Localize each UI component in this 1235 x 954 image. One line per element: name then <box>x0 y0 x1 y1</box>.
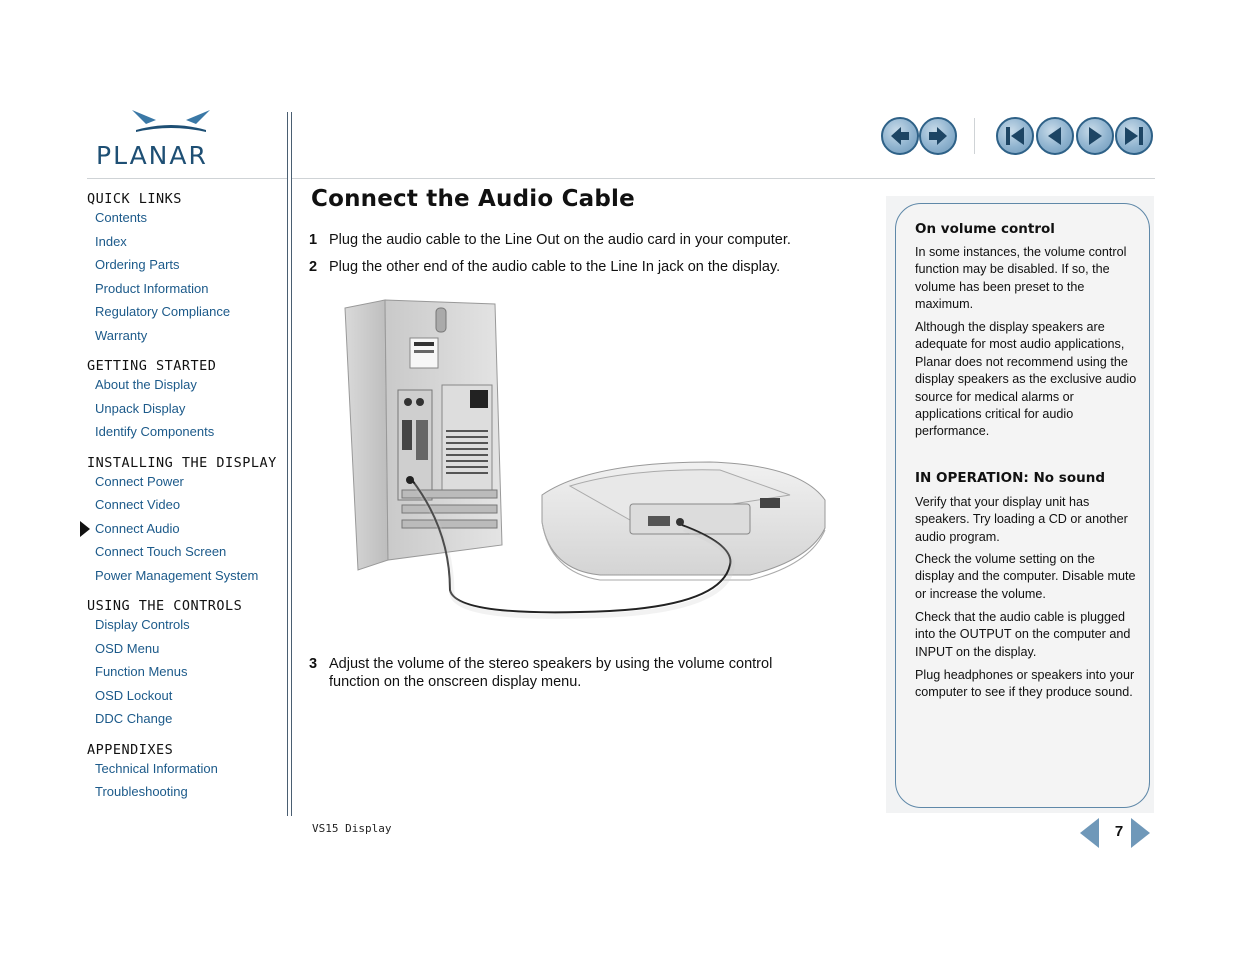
nav-section-appendixes: APPENDIXES <box>87 741 174 758</box>
step-text: Adjust the volume of the stereo speakers by using the volume control function on the onscreen display menu. <box>329 656 773 690</box>
no-sound-paragraph-4: Plug headphones or speakers into your computer to see if they produce sound. <box>915 668 1135 700</box>
nav-item-power-management[interactable]: Power Management System <box>95 567 259 583</box>
first-page-icon <box>998 119 1032 153</box>
next-page-icon <box>1078 119 1112 153</box>
forward-button[interactable] <box>919 117 957 155</box>
no-sound-paragraph-1: Verify that your display unit has speakers. Try loading a CD or another audio program. <box>915 495 1128 544</box>
nav-item-connect-touch-screen[interactable]: Connect Touch Screen <box>95 544 227 559</box>
nav-section-controls: USING THE CONTROLS <box>87 598 243 614</box>
planar-logo <box>96 108 251 168</box>
nav-section-quick-links: QUICK LINKS <box>87 191 182 207</box>
nav-item-technical-information[interactable]: Technical Information <box>95 760 218 776</box>
nav-item-product-information[interactable]: Product Information <box>95 280 209 296</box>
volume-control-paragraph-2: Although the display speakers are adequate for most audio applications, Planar does not recommend using the display speakers as the exclusive audio source for medical alarms or applications critical for audio performance. <box>915 320 1137 439</box>
header-divider-left <box>87 178 287 179</box>
page-previous-icon[interactable] <box>1080 818 1099 848</box>
nav-section-installing: INSTALLING THE DISPLAY <box>87 454 277 471</box>
nav-item-connect-video[interactable]: Connect Video <box>95 497 181 512</box>
nav-item-index[interactable]: Index <box>95 233 127 249</box>
previous-page-icon <box>1038 119 1072 153</box>
step-number: 2 <box>309 259 318 275</box>
sidebar-divider <box>287 112 292 816</box>
back-arrow-icon <box>883 119 917 153</box>
no-sound-paragraph-3: Check that the audio cable is plugged into the OUTPUT on the computer and INPUT on the display. <box>915 610 1131 659</box>
nav-item-connect-audio[interactable]: Connect Audio <box>95 520 180 536</box>
no-sound-heading: IN OPERATION: No sound <box>915 470 1105 486</box>
brand-name: PLANAR <box>96 141 208 170</box>
last-page-icon <box>1117 119 1151 153</box>
planar-logo-mark-icon <box>126 108 216 138</box>
step-2 <box>309 258 799 276</box>
step-number: 3 <box>309 656 318 672</box>
nav-item-about-display[interactable]: About the Display <box>95 377 197 392</box>
previous-page-button[interactable] <box>1036 117 1074 155</box>
step-text: Plug the other end of the audio cable to the Line In jack on the display. <box>329 259 781 275</box>
step-3 <box>309 655 799 691</box>
volume-control-heading: On volume control <box>915 221 1055 237</box>
forward-arrow-icon <box>921 119 955 153</box>
first-page-button[interactable] <box>996 117 1034 155</box>
display-monitor-icon <box>542 462 825 580</box>
no-sound-paragraph-2: Check the volume setting on the display and the computer. Disable mute or increase the volume. <box>915 552 1136 601</box>
step-text: Plug the audio cable to the Line Out on the audio card in your computer. <box>329 232 791 248</box>
nav-item-osd-lockout[interactable]: OSD Lockout <box>95 687 173 703</box>
back-button[interactable] <box>881 117 919 155</box>
nav-item-display-controls[interactable]: Display Controls <box>95 617 190 632</box>
volume-control-paragraph-1: In some instances, the volume control function may be disabled. If so, the volume has been preset to the maximum. <box>915 245 1127 312</box>
nav-item-troubleshooting[interactable]: Troubleshooting <box>95 784 188 799</box>
nav-item-ddc-change[interactable]: DDC Change <box>95 711 173 726</box>
nav-item-contents[interactable]: Contents <box>95 210 148 225</box>
nav-item-function-menus[interactable]: Function Menus <box>95 664 188 679</box>
page-title: Connect the Audio Cable <box>311 186 635 212</box>
nav-section-getting-started: GETTING STARTED <box>87 358 217 374</box>
last-page-button[interactable] <box>1115 117 1153 155</box>
document-name: VS15 Display <box>312 822 392 835</box>
sidebar-nav <box>87 190 282 806</box>
nav-item-osd-menu[interactable]: OSD Menu <box>95 640 160 656</box>
page-number: 7 <box>1114 823 1124 840</box>
step-1 <box>309 231 799 249</box>
toolbar-separator <box>974 118 975 154</box>
header-divider-right <box>292 178 1155 179</box>
computer-tower-icon <box>345 300 502 570</box>
nav-item-regulatory-compliance[interactable]: Regulatory Compliance <box>95 304 231 319</box>
step-number: 1 <box>309 232 318 248</box>
page-next-icon[interactable] <box>1131 818 1150 848</box>
nav-item-identify-components[interactable]: Identify Components <box>95 424 215 439</box>
nav-item-unpack-display[interactable]: Unpack Display <box>95 400 186 416</box>
nav-item-ordering-parts[interactable]: Ordering Parts <box>95 257 180 272</box>
audio-connection-illustration <box>330 290 840 630</box>
nav-item-connect-power[interactable]: Connect Power <box>95 473 184 489</box>
next-page-button[interactable] <box>1076 117 1114 155</box>
nav-item-warranty[interactable]: Warranty <box>95 327 148 343</box>
